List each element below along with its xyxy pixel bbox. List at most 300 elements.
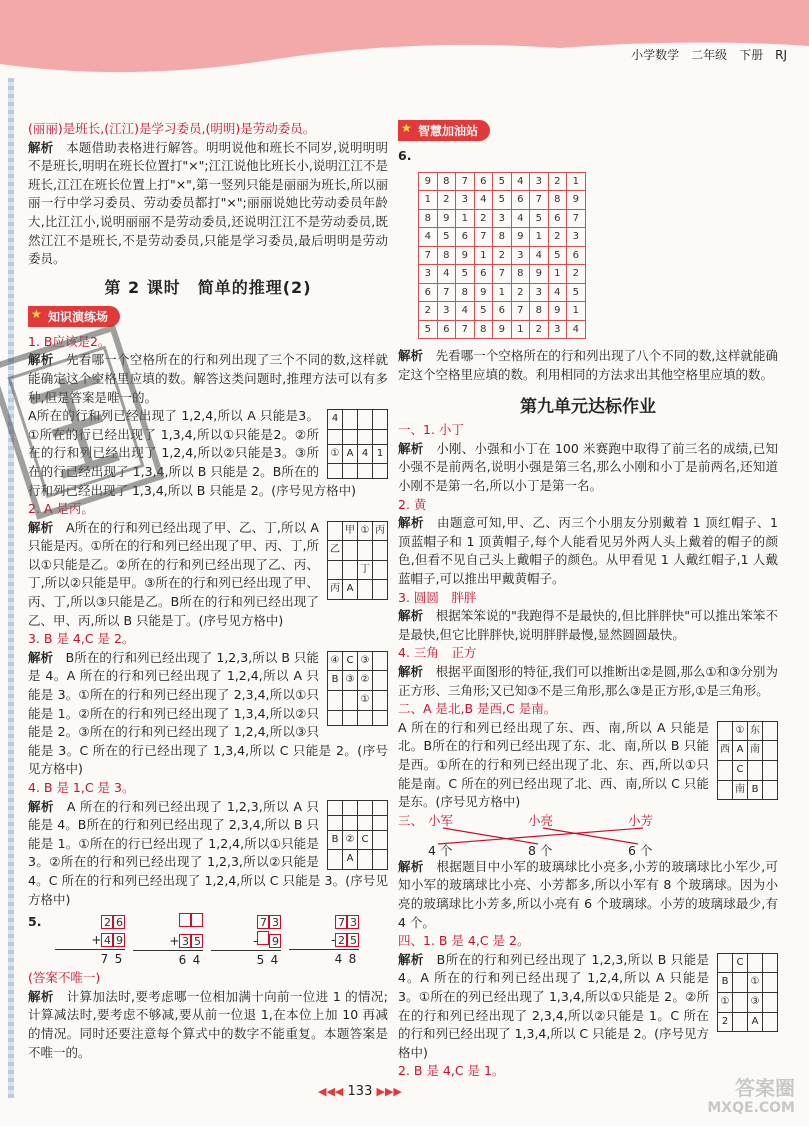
grid-q1	[327, 409, 388, 479]
left-arrows-icon: ◀◀◀	[318, 1085, 344, 1098]
s6-label: 解析	[398, 858, 424, 874]
page-number-value: 133	[347, 1084, 373, 1099]
grid-cell: B	[328, 671, 343, 691]
s1-label: 解析	[398, 440, 424, 456]
sudoku-cell: 4	[456, 302, 475, 321]
grid-cell: ④	[328, 651, 343, 671]
q6-text: 先看哪一个空格所在的行和列出现了八个不同的数,这样就能确定这个空格里应填的数。利用相同的方法求出其他空格里应填的数。	[398, 348, 778, 382]
grid-cell	[358, 464, 373, 479]
sudoku-cell: 2	[548, 172, 567, 191]
s3-label: 解析	[398, 608, 424, 624]
q1-label: 解析	[28, 352, 54, 368]
answer-box: 9	[269, 934, 281, 948]
grid-cell	[373, 651, 388, 671]
result-digit: 5	[256, 953, 265, 968]
q3-explanation	[28, 649, 388, 779]
sudoku-cell: 5	[493, 172, 512, 191]
s7-explanation	[398, 951, 778, 1063]
banner-label: 智慧加油站	[418, 124, 479, 138]
q4-label: 解析	[28, 798, 54, 814]
grid-cell	[343, 429, 358, 444]
answer-box: 3	[269, 915, 281, 929]
grid-row	[328, 815, 388, 830]
section-banner-challenge	[398, 120, 490, 141]
sudoku-cell: 3	[530, 172, 549, 191]
grid-cell	[733, 1012, 748, 1032]
s6-text: 根据题目中小军的玻璃球比小亮多,小芳的玻璃球比小军少,可知小军的玻璃球比小亮、小芳都多,所以小军有 8 个玻璃球。因为小亮的玻璃球比小芳多,所以小亮有 6 个玻璃球。小芳的玻璃球最少,有 4 个。	[398, 858, 778, 930]
q1-text: 先看哪一个空格所在的行和列出现了三个不同的数,这样就能确定这个空格里应填的数。解答这类问题时,推理方法可以有多种,但是答案是唯一的。	[28, 352, 388, 405]
s2-explanation	[398, 514, 778, 588]
sudoku-cell: 9	[567, 191, 586, 210]
grid-cell: A	[343, 444, 358, 464]
s8-answer: 2. B 是 4,C 是 1。	[398, 1063, 505, 1079]
sudoku-cell: 7	[456, 320, 475, 339]
grid-cell	[718, 780, 733, 800]
operator: -	[253, 934, 258, 949]
s6-matching	[398, 812, 778, 858]
sudoku-cell: 5	[530, 209, 549, 228]
grid-row	[328, 850, 388, 870]
grid-cell: B	[748, 780, 763, 800]
count-4: 4 个	[428, 842, 453, 858]
sudoku-cell: 4	[511, 172, 530, 191]
grid-cell	[358, 410, 373, 430]
q6-label: 解析	[398, 348, 424, 364]
grid-row	[328, 429, 388, 444]
q5-text: 计算加法时,要考虑哪一位相加满十向前一位进 1 的情况;计算减法时,要考虑不够减,要从前一位退 1,在本位上加 10 再减的情况。同时还要注意每个算式中的数字不能重复。本题答案是不唯一的。	[28, 988, 388, 1060]
q3-answer: 3. B 是 4,C 是 2。	[28, 631, 135, 647]
grid-cell: ①	[748, 973, 763, 993]
sudoku-cell: 6	[511, 191, 530, 210]
sudoku-cell: 5	[456, 265, 475, 284]
grid-cell	[343, 710, 358, 725]
s7-text: B所在的行和列已经出现了 1,2,3,所以 B 只能是 4。A 所在的行和列已经出现了 1,2,4,所以 A 只能是 3。①所在的列已经出现了 1,3,4,所以①只能是 2。②所在的行和列已经出现了 2,3,4,所以②只能是 1。C 所在的行和列已经出现了 1,3,4,所以 C 只能是 2。(序号见方格中)	[398, 951, 709, 1060]
sudoku-cell: 2	[474, 209, 493, 228]
grid-cell	[718, 721, 733, 741]
banner-label: 知识演练场	[48, 309, 109, 324]
grid-cell: ③	[748, 992, 763, 1012]
sudoku-cell: 9	[493, 320, 512, 339]
sudoku-cell: 9	[530, 265, 549, 284]
sudoku-cell: 6	[493, 302, 512, 321]
name-xiaoliang: 小亮	[528, 812, 554, 828]
grid-cell	[373, 691, 388, 711]
grid-cell: 2	[718, 1012, 733, 1032]
sudoku-cell: 1	[511, 320, 530, 339]
grid-cell: 甲	[343, 521, 358, 541]
grid-cell: 东	[748, 721, 763, 741]
sudoku-cell: 5	[437, 228, 456, 247]
result-digit: 4	[334, 952, 343, 967]
grid-row	[718, 992, 778, 1012]
s4-explanation	[398, 663, 778, 700]
page-header	[0, 0, 809, 78]
grid-cell: A	[343, 850, 358, 870]
q3-text: B所在的行和列已经出现了 1,2,3,所以 B 只能是 4。A 所在的行和列已经出现了 1,2,4,所以 A 只能是 3。①所在的行和列已经出现了 2,3,4,所以①只能是 1。②所在的行和列已经出现了 1,3,4,所以②只能是 2。③所在的行和列已经出现了 1,2,4,所以③只能是 3。C 所在的行已经出现了 1,3,4,所以 C 只能是 2。(序号见方格中)	[28, 649, 388, 777]
result-digit: 8	[348, 952, 357, 967]
vertical-sums	[55, 913, 367, 969]
q2-answer: 2. A 是丙。	[28, 501, 94, 517]
sudoku-cell: 1	[419, 191, 438, 210]
sudoku-cell: 9	[511, 228, 530, 247]
vertical-sum	[55, 913, 125, 968]
grid-cell	[328, 560, 343, 580]
grid-q2	[327, 521, 388, 600]
sudoku-cell: 2	[419, 302, 438, 321]
sudoku-cell: 7	[474, 228, 493, 247]
sudoku-cell: 4	[567, 320, 586, 339]
q5-number: 5.	[28, 914, 42, 930]
grid-cell	[328, 815, 343, 830]
s5-text: A 所在的行和列已经出现了东、西、南,所以 A 只能是北。B所在的行和列已经出现了东、北、南,所以 B 只能是西。①所在的行和列已经出现了北、东、西,所以①只能是南。C 所在的列已经出现了北、西、南,所以 C 只能是东。(序号见方格中)	[398, 719, 709, 810]
sudoku-cell: 2	[493, 246, 512, 265]
sudoku-cell: 7	[511, 302, 530, 321]
grid-row	[328, 800, 388, 815]
grid-row	[328, 521, 388, 541]
sudoku-cell: 3	[530, 283, 549, 302]
sudoku-cell: 4	[474, 191, 493, 210]
vertical-sum	[133, 913, 203, 969]
grid-q4	[327, 800, 388, 870]
grid-cell: ①	[733, 721, 748, 741]
grid-row	[718, 953, 778, 973]
s4-answer: 4. 三角 正方	[398, 645, 477, 661]
grid-cell	[328, 429, 343, 444]
grid-row	[328, 560, 388, 580]
s7-label: 解析	[398, 951, 424, 967]
grid-row	[419, 228, 586, 247]
vertical-sum	[211, 913, 281, 969]
grid-cell: ①	[718, 992, 733, 1012]
sudoku-cell: 1	[456, 209, 475, 228]
sudoku-cell: 1	[493, 283, 512, 302]
grid-q3	[327, 651, 388, 726]
grid-cell	[748, 953, 763, 973]
sudoku-cell: 6	[437, 320, 456, 339]
left-column	[28, 120, 388, 1062]
sudoku-cell: 8	[456, 283, 475, 302]
q3-label: 解析	[28, 649, 54, 665]
watermark-logo: 答案圈	[735, 1076, 795, 1100]
grid-cell: C	[358, 830, 373, 850]
grid-row	[328, 444, 388, 464]
grid-cell: C	[733, 953, 748, 973]
answer-box: 5	[347, 933, 359, 947]
q4-text: A 所在的行和列已经出现了 1,2,3,所以 A 只能是 4。B所在的行和列已经出现了 2,3,4,所以 B 只能是 1。①所在的行已经出现了 1,2,4,所以①只能是 3。②所在的行和列已经出现了 1,2,3,所以②只能是 4。C 所在的行和列已经出现了 1,2,4,所以 C 只能是 3。(序号见方格中)	[28, 798, 388, 907]
operator: +	[91, 933, 102, 948]
s2-text: 由题意可知,甲、乙、丙三个小朋友分别戴着 1 顶红帽子、1 顶蓝帽子和 1 顶黄帽子,每个人能看见另外两人头上戴着的帽子的颜色,但看不见自己头上戴帽子的颜色。从甲看见 1 人戴红帽子,1 人戴蓝帽子,可以推出甲戴黄帽子。	[398, 515, 778, 587]
grid-row	[328, 671, 388, 691]
grid-cell	[718, 760, 733, 780]
right-arrows-icon: ▶▶▶	[376, 1085, 402, 1098]
sudoku-cell: 3	[511, 246, 530, 265]
sudoku-grid	[418, 172, 586, 340]
sudoku-cell: 2	[548, 228, 567, 247]
unit-title: 第九单元达标作业	[520, 397, 656, 418]
explanation-label: 解析	[28, 139, 54, 155]
grid-row	[419, 283, 586, 302]
grid-row	[718, 721, 778, 741]
grid-cell	[343, 815, 358, 830]
grid-cell	[373, 800, 388, 815]
result-digit: 4	[270, 953, 279, 968]
sudoku-cell: 6	[419, 283, 438, 302]
grid-row	[419, 302, 586, 321]
grid-cell	[373, 429, 388, 444]
grid-row	[328, 464, 388, 479]
grid-row	[718, 741, 778, 761]
sudoku-cell: 8	[548, 191, 567, 210]
s5-answer: 二、A 是北,B 是西,C 是南。	[398, 701, 557, 717]
sudoku-cell: 9	[474, 283, 493, 302]
sudoku-cell: 7	[437, 283, 456, 302]
s1-explanation	[398, 440, 778, 496]
grid-cell: 丙	[328, 580, 343, 600]
grid-cell: ②	[343, 830, 358, 850]
grid-cell: A	[748, 1012, 763, 1032]
sudoku-cell: 5	[419, 320, 438, 339]
sudoku-cell: 7	[456, 172, 475, 191]
sudoku-cell: 1	[567, 172, 586, 191]
answer-line: (丽丽)是班长,(江江)是学习委员,(明明)是劳动委员。	[28, 121, 316, 136]
grid-cell	[763, 1012, 778, 1032]
grid-cell: C	[343, 651, 358, 671]
name-xiaojun: 小军	[428, 812, 454, 828]
sudoku-cell: 9	[548, 302, 567, 321]
grid-cell	[373, 671, 388, 691]
sudoku-cell: 4	[511, 209, 530, 228]
star-icon: ★	[401, 121, 412, 135]
q2-explanation	[28, 519, 388, 631]
grid-cell: 丁	[358, 560, 373, 580]
answer-box: 9	[113, 933, 125, 947]
q4-explanation	[28, 798, 388, 910]
grid-cell	[373, 815, 388, 830]
page-edge	[8, 78, 14, 1098]
sudoku-cell: 7	[419, 246, 438, 265]
grid-cell	[343, 410, 358, 430]
sudoku-cell: 5	[493, 191, 512, 210]
s2-label: 解析	[398, 515, 424, 531]
q1-answer: 1. B应该是2。	[28, 333, 111, 349]
grid-cell	[373, 850, 388, 870]
grid-cell	[343, 560, 358, 580]
explanation-text: 本题借助表格进行解答。明明说他和班长不同岁,说明明明不是班长,明明在班长位置打"×";江江说他比班长小,说明江江不是班长,江江在班长位置上打"×",第一竖列只能是丽丽为班长,所以丽丽一行中学习委员、劳动委员都打"×";丽丽说她比劳动委员年龄大,比江江小,说明丽丽不是劳动委员,还说明江江不是劳动委员,既然江江不是班长,不是劳动委员,只能是学习委员,最后明明是劳动委员。	[28, 139, 388, 267]
s3-text: 根据笨笨说的"我跑得不是最快的,但比胖胖快"可以推出笨笨不是最快,但它比胖胖快,说明胖胖最慢,显然圆圆最快。	[398, 608, 778, 642]
grid-cell	[343, 541, 358, 561]
right-column	[398, 120, 778, 1081]
grid-row	[328, 651, 388, 671]
q6-number: 6.	[398, 148, 412, 163]
s6-explanation	[398, 858, 778, 932]
sudoku-cell: 8	[511, 265, 530, 284]
sudoku-cell: 6	[548, 209, 567, 228]
grid-row	[718, 760, 778, 780]
grid-row	[328, 710, 388, 725]
count-8: 8 个	[528, 842, 553, 858]
grid-cell	[358, 815, 373, 830]
grid-row	[718, 780, 778, 800]
sudoku-cell: 3	[548, 320, 567, 339]
grid-cell	[763, 780, 778, 800]
answer-box: 3	[347, 915, 359, 929]
sudoku-cell: 3	[419, 265, 438, 284]
sudoku-cell: 2	[511, 283, 530, 302]
sudoku-cell: 4	[437, 265, 456, 284]
q1-text-2: A所在的行和列已经出现了 1,2,4,所以 A 只能是3。①所在的行已经出现了 1,3,4,所以①只能是2。②所在的行和列已经出现了 1,2,4,所以②只能是3。③所在的行已经出现了 1,3,4,所以 B 只能是 2。B所在的行和列已经出现了 1,3,4,所以 B 只能是 2。(序号见方格中)	[28, 408, 356, 498]
answer-box: 2	[101, 915, 113, 929]
watermark-url: MXQE.COM	[707, 1100, 795, 1116]
q2-text: A所在的行和列已经出现了甲、乙、丁,所以 A 只能是丙。①所在的行和列已经出现了甲、丙、丁,所以①只能是乙。②所在的行和列已经出现了乙、丙、丁,所以②只能是甲。③所在的行和列已经出现了甲、丙、丁,所以③只能是乙。B所在的行和列已经出现了乙、甲、丙,所以 B 只能是丁。(序号见方格中)	[28, 519, 319, 628]
grid-cell: B	[718, 973, 733, 993]
grid-cell	[358, 850, 373, 870]
sudoku-cell: 3	[493, 209, 512, 228]
grid-cell: 1	[373, 444, 388, 464]
q5-label: 解析	[28, 988, 54, 1004]
grid-cell	[343, 464, 358, 479]
grid-cell: ①	[358, 521, 373, 541]
result-digit: 6	[178, 953, 187, 968]
grid-row	[419, 246, 586, 265]
grid-cell	[733, 992, 748, 1012]
sudoku-cell: 8	[530, 302, 549, 321]
s6-number: 三、	[398, 812, 424, 828]
blank-box	[191, 913, 203, 927]
sudoku-cell: 8	[474, 320, 493, 339]
explanation	[28, 139, 388, 269]
sudoku-cell: 9	[456, 246, 475, 265]
grid-row	[328, 691, 388, 711]
grid-row	[419, 191, 586, 210]
sudoku-cell: 3	[437, 302, 456, 321]
grid-cell	[328, 850, 343, 870]
sudoku-cell: 4	[548, 283, 567, 302]
s7-answer: 四、1. B 是 4,C 是 2。	[398, 933, 530, 949]
grid-cell: 丙	[373, 521, 388, 541]
sudoku-cell: 6	[456, 228, 475, 247]
answer-box: 4	[101, 933, 113, 947]
s5-explanation	[398, 719, 778, 812]
s2-answer: 2. 黄	[398, 496, 427, 512]
operator: +	[169, 934, 180, 949]
grid-cell	[763, 741, 778, 761]
sudoku-cell: 1	[548, 265, 567, 284]
grid-cell	[328, 710, 343, 725]
sudoku-cell: 2	[530, 320, 549, 339]
sudoku-cell: 9	[419, 172, 438, 191]
grid-cell	[328, 800, 343, 815]
sudoku-cell: 2	[437, 191, 456, 210]
grid-cell	[373, 710, 388, 725]
grid-row	[328, 410, 388, 430]
lesson-title: 第 2 课时 简单的推理(2)	[104, 277, 312, 297]
q5-explanation	[28, 988, 388, 1062]
sudoku-cell: 2	[567, 265, 586, 284]
grid-cell	[358, 800, 373, 815]
sudoku-cell: 7	[530, 191, 549, 210]
grid-cell	[328, 521, 343, 541]
grid-row	[419, 265, 586, 284]
grid-cell	[328, 691, 343, 711]
sudoku-cell: 6	[567, 246, 586, 265]
grid-s7	[717, 953, 778, 1032]
result-digit: 5	[114, 952, 123, 967]
sudoku-cell: 8	[493, 228, 512, 247]
s3-explanation	[398, 607, 778, 644]
page-number	[318, 1084, 402, 1099]
grid-cell	[358, 710, 373, 725]
s3-answer: 3. 圆圆 胖胖	[398, 589, 477, 605]
blank-box	[179, 913, 191, 927]
grid-cell	[373, 560, 388, 580]
grid-cell: B	[328, 830, 343, 850]
answer-box: 2	[335, 933, 347, 947]
grid-row	[328, 541, 388, 561]
q5-block	[28, 913, 388, 969]
grid-cell	[373, 541, 388, 561]
grid-cell	[733, 973, 748, 993]
grid-cell	[718, 953, 733, 973]
grid-cell	[763, 973, 778, 993]
grid-cell	[748, 760, 763, 780]
grid-cell: ③	[343, 671, 358, 691]
result-digit: 7	[100, 952, 109, 967]
grid-row	[328, 830, 388, 850]
grid-cell: A	[343, 580, 358, 600]
name-xiaofang: 小芳	[628, 812, 654, 828]
grid-cell: C	[733, 760, 748, 780]
q4-answer: 4. B 是 1,C 是 3。	[28, 780, 135, 795]
sudoku-cell: 4	[530, 246, 549, 265]
grid-row	[328, 580, 388, 600]
grid-cell: 南	[748, 741, 763, 761]
grid-cell: ①	[328, 444, 343, 464]
grid-cell	[763, 992, 778, 1012]
grid-cell: 西	[718, 741, 733, 761]
sudoku-cell: 7	[567, 209, 586, 228]
grid-row	[419, 209, 586, 228]
grid-cell	[373, 580, 388, 600]
grid-cell: 4	[358, 444, 373, 464]
sudoku-cell: 3	[456, 191, 475, 210]
answer-box: 3	[179, 934, 191, 948]
grid-cell	[763, 953, 778, 973]
sudoku-cell: 6	[474, 265, 493, 284]
s1-text: 小刚、小强和小丁在 100 米赛跑中取得了前三名的成绩,已知小强不是前两名,说明小强是第三名,那么小刚和小丁是前两名,还知道小刚不是第一名,所以小丁是第一名。	[398, 440, 778, 494]
s1-answer: 一、1. 小丁	[398, 422, 464, 438]
grid-cell	[373, 464, 388, 479]
blank-box	[257, 931, 269, 945]
sudoku-cell: 1	[567, 302, 586, 321]
grid-row	[419, 320, 586, 339]
grid-row	[419, 172, 586, 191]
result-digit: 4	[192, 953, 201, 968]
sudoku-cell: 1	[474, 246, 493, 265]
q2-label: 解析	[28, 519, 54, 535]
sudoku-cell: 5	[567, 283, 586, 302]
grid-cell	[763, 760, 778, 780]
sudoku-cell: 8	[437, 172, 456, 191]
answer-box: 5	[191, 934, 203, 948]
q6-explanation	[398, 347, 778, 384]
grid-s5	[717, 721, 778, 800]
sudoku-cell: 3	[567, 228, 586, 247]
grid-cell	[343, 691, 358, 711]
grid-cell	[328, 464, 343, 479]
sudoku-cell: 5	[548, 246, 567, 265]
sudoku-cell: 5	[474, 302, 493, 321]
grid-cell: A	[733, 741, 748, 761]
